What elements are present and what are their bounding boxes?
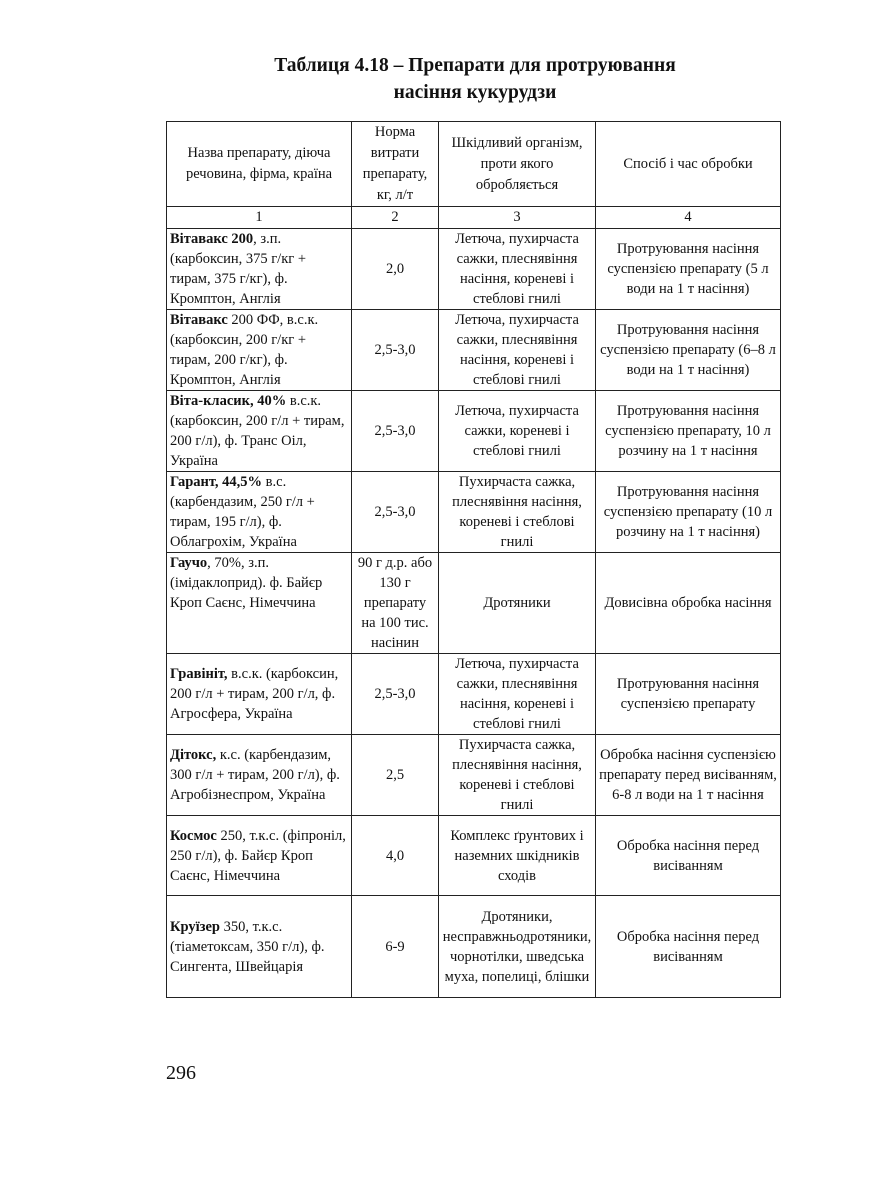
target-pest: Комплекс ґрунтових і наземних шкідників сходів	[439, 816, 596, 896]
header-name: Назва препарату, діюча речовина, фірма, країна	[167, 122, 352, 207]
table-row	[167, 896, 781, 998]
header-row	[167, 122, 781, 207]
target-pest: Летюча, пухирчаста сажки, плеснявіння насіння, кореневі і стеблові гнилі	[439, 229, 596, 310]
preparation-details: к.с. (карбендазим, 300 г/л + тирам, 200 г/л), ф. Агробізнеспром, Україна	[170, 747, 340, 803]
treatment-method: Протруювання насіння суспензією препарату (10 л розчину на 1 т насіння)	[596, 472, 781, 553]
preparation-name: Вітавакс	[170, 312, 228, 328]
preparation-name-cell	[167, 310, 352, 391]
target-pest: Дротяники, несправжньодротяники, чорнотілки, шведська муха, попелиці, блішки	[439, 896, 596, 998]
preparation-details: 250, т.к.с. (фіпроніл, 250 г/л), ф. Байєр Кроп Саєнс, Німеччина	[170, 827, 346, 884]
target-pest: Летюча, пухирчаста сажки, плеснявіння насіння, кореневі і стеблові гнилі	[439, 654, 596, 735]
table-row	[167, 472, 781, 553]
target-pest: Летюча, пухирчаста сажки, плеснявіння насіння, кореневі і стеблові гнилі	[439, 310, 596, 391]
treatment-method: Протруювання насіння суспензією препарату (5 л води на 1 т насіння)	[596, 229, 781, 310]
target-pest: Летюча, пухирчаста сажки, кореневі і стеблові гнилі	[439, 391, 596, 472]
preparation-details: в.с.к. (карбоксин, 200 г/л + тирам, 200 г/л), ф. Транс Оіл, Україна	[170, 393, 345, 469]
page-number: 296	[166, 1062, 196, 1084]
preparation-name: Круїзер	[170, 918, 220, 935]
preparation-details: , з.п. (карбоксин, 375 г/кг + тирам, 375 г/кг), ф. Кромптон, Англія	[170, 231, 307, 307]
column-number: 1	[167, 207, 352, 229]
preparation-name-cell	[167, 816, 352, 896]
preparation-name: Вітавакс 200	[170, 231, 254, 247]
target-pest: Пухирчаста сажка, плеснявіння насіння, кореневі і стеблові гнилі	[439, 472, 596, 553]
header-rate: Норма витрати препарату, кг, л/т	[352, 122, 439, 207]
preparation-name: Гаучо	[170, 555, 208, 571]
table-row	[167, 391, 781, 472]
target-pest: Дротяники	[439, 553, 596, 654]
preparation-details: , 70%, з.п. (імідаклоприд). ф. Байєр Кроп Саєнс, Німеччина	[170, 555, 323, 611]
application-rate: 2,5	[352, 735, 439, 816]
preparation-name: Дітокс,	[170, 747, 217, 763]
preparation-name: Космос	[170, 827, 217, 844]
preparation-name-cell	[167, 391, 352, 472]
preparation-name-cell	[167, 229, 352, 310]
column-number-row	[167, 207, 781, 229]
table-row	[167, 229, 781, 310]
header-method: Спосіб і час обробки	[596, 122, 781, 207]
treatment-method: Довисівна обробка насіння	[596, 553, 781, 654]
application-rate: 2,5-3,0	[352, 310, 439, 391]
application-rate: 2,5-3,0	[352, 391, 439, 472]
treatment-method: Протруювання насіння суспензією препарату	[596, 654, 781, 735]
preparation-details: в.с. (карбендазим, 250 г/л + тирам, 195 г/л), ф. Облагрохім, Україна	[170, 474, 315, 550]
treatment-method: Протруювання насіння суспензією препарату, 10 л розчину на 1 т насіння	[596, 391, 781, 472]
application-rate: 4,0	[352, 816, 439, 896]
preparation-name-cell	[167, 654, 352, 735]
application-rate: 90 г д.р. або 130 г препарату на 100 тис. насінин	[352, 553, 439, 654]
caption-line-1: Таблиця 4.18 – Препарати для протруювання	[274, 55, 676, 76]
preparation-name-cell	[167, 472, 352, 553]
treatment-method: Протруювання насіння суспензією препарату (6–8 л води на 1 т насіння)	[596, 310, 781, 391]
preparations-table	[166, 121, 781, 998]
target-pest: Пухирчаста сажка, плеснявіння насіння, кореневі і стеблові гнилі	[439, 735, 596, 816]
table-row	[167, 310, 781, 391]
table-row	[167, 735, 781, 816]
column-number: 3	[439, 207, 596, 229]
treatment-method: Обробка насіння суспензією препарату перед висіванням, 6-8 л води на 1 т насіння	[596, 735, 781, 816]
preparation-name: Гравініт,	[170, 666, 228, 682]
preparation-details: 350, т.к.с. (тіаметоксам, 350 г/л), ф. Сингента, Швейцарія	[170, 918, 325, 975]
application-rate: 6-9	[352, 896, 439, 998]
column-number: 4	[596, 207, 781, 229]
table-row	[167, 654, 781, 735]
table-row	[167, 553, 781, 654]
application-rate: 2,0	[352, 229, 439, 310]
treatment-method: Обробка насіння перед висіванням	[596, 896, 781, 998]
preparation-details: 200 ФФ, в.с.к. (карбоксин, 200 г/кг + тирам, 200 г/кг), ф. Кромптон, Англія	[170, 312, 319, 388]
table-caption	[160, 52, 790, 106]
preparation-details: в.с.к. (карбоксин, 200 г/л + тирам, 200 г/л, ф. Агросфера, Україна	[170, 666, 339, 722]
preparation-name-cell	[167, 735, 352, 816]
preparation-name: Віта-класик, 40%	[170, 393, 287, 409]
caption-line-2: насіння кукурудзи	[393, 82, 557, 103]
column-number: 2	[352, 207, 439, 229]
preparation-name-cell	[167, 896, 352, 998]
preparation-name: Гарант, 44,5%	[170, 474, 263, 490]
header-pest: Шкідливий організм, проти якого обробляється	[439, 122, 596, 207]
application-rate: 2,5-3,0	[352, 654, 439, 735]
preparation-name-cell	[167, 553, 352, 654]
treatment-method: Обробка насіння перед висіванням	[596, 816, 781, 896]
table-row	[167, 816, 781, 896]
application-rate: 2,5-3,0	[352, 472, 439, 553]
